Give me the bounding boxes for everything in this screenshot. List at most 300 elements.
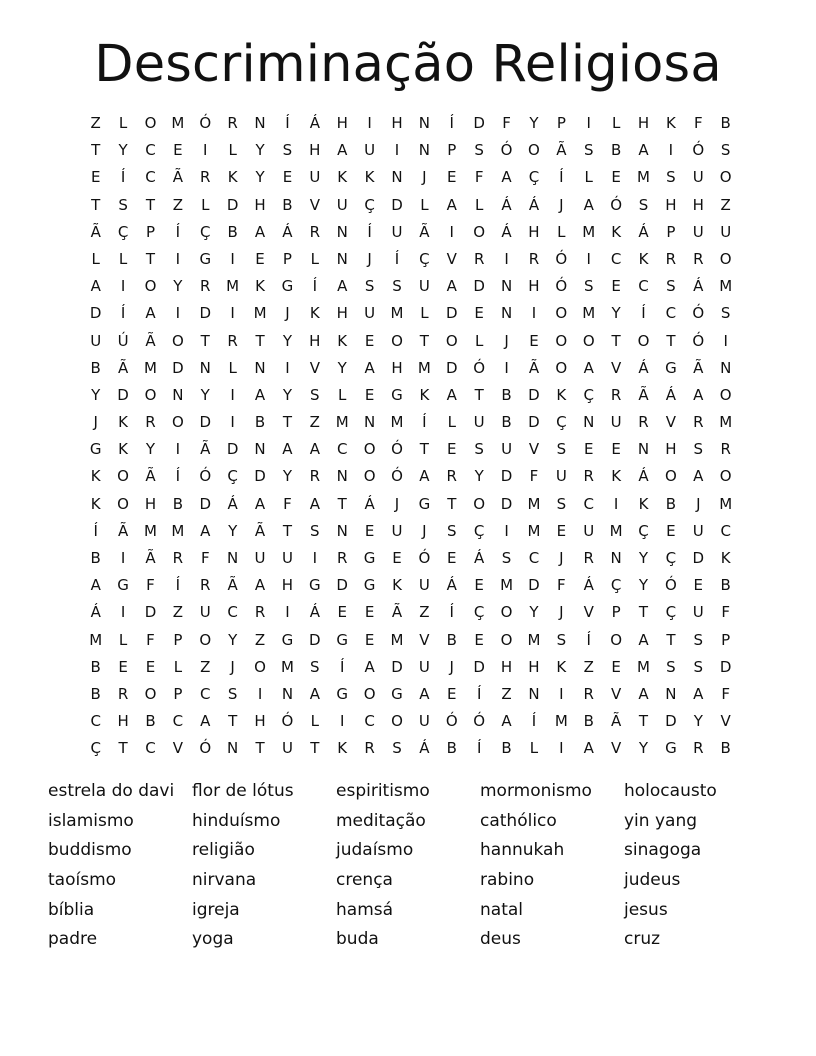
grid-letter: A	[638, 630, 649, 649]
grid-letter: E	[364, 603, 375, 622]
grid-letter: M	[335, 413, 349, 432]
grid-letter: Y	[228, 521, 238, 540]
page-title: Descriminação Religiosa	[94, 35, 722, 94]
grid-letter: Ó	[555, 249, 568, 268]
grid-letter: M	[582, 304, 596, 323]
grid-letter: S	[474, 141, 484, 160]
grid-letter: D	[445, 304, 458, 323]
grid-letter: B	[172, 494, 184, 513]
grid-letter: A	[90, 576, 101, 595]
grid-letter: O	[719, 467, 732, 486]
grid-letter: D	[199, 304, 212, 323]
grid-letter: K	[720, 549, 731, 567]
grid-letter: Y	[255, 168, 265, 187]
grid-letter: P	[173, 684, 183, 703]
grid-letter: B	[90, 549, 101, 567]
grid-letter: Ó	[692, 141, 705, 160]
grid-letter: Ó	[199, 114, 212, 132]
grid-letter: B	[610, 141, 622, 160]
word-list-item: deus	[480, 929, 521, 950]
grid-letter: Ç	[364, 195, 375, 214]
grid-letter: M	[637, 657, 650, 676]
grid-letter: Á	[446, 576, 457, 595]
grid-letter: C	[90, 712, 101, 731]
grid-letter: O	[500, 630, 513, 649]
grid-letter: V	[172, 739, 183, 758]
grid-letter: A	[693, 467, 704, 486]
grid-letter: L	[173, 657, 183, 676]
grid-letter: B	[720, 114, 731, 132]
grid-letter: S	[364, 277, 375, 296]
grid-letter: N	[336, 521, 348, 540]
grid-row	[82, 273, 739, 300]
grid-letter: M	[390, 630, 404, 649]
grid-letter: H	[309, 141, 321, 160]
grid-letter: T	[255, 331, 265, 350]
grid-letter: A	[446, 195, 457, 214]
grid-letter: O	[582, 331, 595, 350]
grid-letter: R	[254, 603, 266, 622]
grid-letter: Z	[720, 195, 731, 214]
grid-letter: E	[611, 657, 621, 676]
word-list-item: jesus	[624, 899, 668, 920]
grid-letter: C	[610, 249, 622, 268]
grid-letter: L	[447, 413, 456, 432]
word-list-item: yoga	[192, 929, 234, 950]
grid-letter: G	[665, 739, 677, 758]
grid-letter: Á	[583, 576, 594, 595]
grid-letter: R	[693, 739, 704, 758]
grid-letter: Ã	[528, 358, 540, 377]
grid-letter: K	[255, 277, 265, 296]
grid-letter: Ç	[610, 576, 622, 595]
grid-letter: Ã	[145, 467, 156, 486]
grid-letter: U	[692, 603, 704, 622]
grid-letter: A	[309, 440, 320, 459]
word-list-item: mormonismo	[480, 781, 592, 801]
grid-letter: Ó	[391, 467, 403, 486]
grid-letter: E	[337, 603, 347, 622]
grid-letter: J	[285, 304, 290, 323]
grid-letter: R	[583, 467, 594, 486]
grid-letter: I	[339, 712, 345, 731]
grid-letter: Ã	[693, 358, 704, 377]
grid-letter: B	[90, 358, 101, 377]
grid-letter: A	[446, 277, 457, 296]
grid-letter: J	[422, 168, 427, 187]
grid-letter: Ó	[473, 358, 486, 377]
grid-letter: H	[336, 114, 348, 132]
grid-letter: O	[473, 222, 486, 241]
grid-letter: A	[501, 168, 512, 187]
grid-letter: E	[447, 549, 457, 567]
grid-letter: O	[144, 684, 157, 703]
grid-letter: N	[500, 304, 513, 323]
grid-letter: Ã	[556, 141, 567, 160]
grid-letter: S	[556, 494, 567, 513]
grid-letter: D	[692, 549, 705, 567]
grid-letter: M	[171, 114, 185, 132]
grid-letter: M	[417, 358, 431, 377]
grid-letter: Ã	[419, 222, 430, 241]
grid-letter: U	[254, 549, 266, 567]
grid-row	[82, 246, 739, 273]
grid-letter: I	[230, 413, 235, 432]
grid-letter: R	[309, 467, 321, 486]
grid-letter: R	[583, 549, 594, 567]
grid-row	[82, 599, 739, 626]
grid-letter: T	[611, 331, 621, 350]
grid-letter: Í	[175, 222, 181, 241]
grid-letter: N	[254, 114, 266, 132]
grid-letter: N	[336, 249, 348, 268]
grid-letter: Ó	[610, 195, 623, 214]
grid-letter: Ó	[664, 576, 677, 595]
grid-letter: C	[200, 684, 211, 703]
grid-letter: Í	[367, 222, 372, 241]
grid-letter: A	[364, 358, 375, 377]
grid-letter: I	[367, 114, 372, 132]
grid-letter: J	[394, 494, 400, 513]
word-list-item: meditação	[336, 810, 426, 831]
grid-letter: Z	[254, 630, 266, 649]
grid-letter: O	[555, 358, 568, 377]
grid-letter: R	[227, 331, 238, 350]
grid-letter: Z	[200, 657, 211, 676]
grid-letter: A	[282, 440, 293, 459]
grid-letter: Z	[90, 114, 101, 132]
grid-letter: S	[638, 195, 649, 214]
grid-letter: B	[720, 739, 731, 758]
grid-letter: V	[528, 440, 540, 459]
grid-row	[82, 735, 739, 762]
grid-letter: R	[446, 467, 457, 486]
grid-row	[82, 409, 739, 436]
grid-letter: O	[117, 467, 129, 486]
grid-letter: Í	[476, 684, 482, 703]
grid-letter: Ç	[90, 739, 101, 758]
grid-letter: N	[363, 413, 376, 432]
grid-letter: Á	[638, 467, 649, 486]
grid-letter: Ó	[692, 331, 705, 350]
grid-letter: D	[144, 603, 157, 622]
grid-letter: B	[720, 576, 731, 595]
grid-letter: O	[144, 277, 157, 296]
grid-letter: Ó	[500, 141, 513, 160]
grid-letter: L	[118, 114, 128, 132]
grid-letter: M	[527, 494, 541, 513]
grid-row	[82, 355, 739, 382]
grid-letter: O	[171, 331, 184, 350]
grid-letter: H	[637, 114, 650, 132]
grid-letter: T	[145, 249, 156, 268]
grid-letter: Y	[529, 114, 539, 132]
grid-letter: Í	[449, 603, 454, 622]
grid-letter: S	[666, 168, 676, 187]
grid-letter: F	[557, 576, 566, 595]
grid-letter: Í	[449, 114, 454, 132]
grid-letter: K	[227, 168, 238, 187]
grid-letter: B	[501, 413, 512, 432]
grid-letter: N	[336, 222, 348, 241]
grid-letter: Z	[501, 684, 512, 703]
grid-letter: H	[391, 114, 403, 132]
grid-letter: C	[336, 440, 348, 459]
grid-letter: E	[529, 331, 539, 350]
grid-letter: O	[117, 494, 129, 513]
grid-letter: V	[720, 712, 731, 731]
grid-letter: P	[282, 249, 292, 268]
grid-letter: Ç	[419, 249, 430, 268]
grid-letter: O	[363, 440, 376, 459]
grid-letter: A	[145, 304, 156, 323]
grid-letter: Ã	[145, 331, 156, 350]
grid-letter: L	[201, 195, 210, 214]
grid-letter: A	[254, 576, 266, 595]
grid-letter: Y	[529, 603, 539, 622]
grid-letter: M	[527, 630, 541, 649]
grid-letter: L	[118, 249, 128, 268]
grid-letter: F	[474, 168, 484, 187]
grid-letter: U	[692, 521, 704, 540]
grid-letter: N	[391, 168, 403, 187]
grid-letter: K	[392, 576, 402, 595]
grid-row	[82, 491, 739, 518]
grid-letter: Í	[476, 739, 482, 758]
grid-letter: A	[364, 657, 375, 676]
grid-letter: M	[253, 304, 267, 323]
grid-row	[82, 518, 739, 545]
grid-letter: D	[500, 494, 513, 513]
grid-letter: J	[504, 331, 509, 350]
grid-letter: S	[583, 277, 594, 296]
grid-letter: U	[501, 440, 513, 459]
word-list-item: bíblia	[48, 899, 95, 920]
grid-letter: U	[418, 277, 430, 296]
grid-letter: Y	[693, 712, 703, 731]
grid-letter: Ó	[199, 467, 212, 486]
grid-letter: A	[254, 222, 266, 241]
word-list-item: judeus	[624, 870, 681, 891]
grid-letter: D	[226, 195, 239, 214]
grid-row	[82, 654, 739, 681]
grid-letter: Ç	[200, 222, 211, 241]
grid-letter: K	[309, 304, 320, 323]
grid-letter: H	[117, 712, 129, 731]
grid-letter: I	[285, 358, 290, 377]
grid-letter: U	[391, 222, 403, 241]
grid-letter: Á	[501, 222, 512, 241]
grid-letter: C	[227, 603, 238, 622]
word-list-item: hannukah	[480, 840, 565, 861]
grid-letter: F	[693, 114, 703, 132]
grid-letter: U	[364, 141, 376, 160]
grid-letter: S	[310, 385, 320, 404]
grid-letter: A	[90, 277, 101, 296]
grid-letter: F	[529, 467, 539, 486]
word-list	[48, 778, 768, 956]
grid-letter: Ã	[610, 712, 622, 731]
grid-letter: Á	[309, 114, 320, 132]
grid-letter: S	[282, 141, 293, 160]
grid-letter: V	[583, 603, 594, 622]
grid-letter: L	[474, 195, 484, 214]
grid-letter: Ó	[473, 712, 486, 731]
grid-letter: U	[692, 222, 704, 241]
grid-letter: T	[638, 712, 649, 731]
grid-letter: Á	[501, 195, 512, 214]
word-list-item: sinagoga	[624, 840, 702, 861]
grid-letter: Á	[227, 494, 238, 513]
grid-letter: K	[118, 440, 128, 459]
grid-letter: T	[666, 630, 676, 649]
grid-letter: G	[391, 385, 403, 404]
grid-letter: V	[309, 358, 320, 377]
grid-letter: D	[199, 494, 212, 513]
grid-letter: N	[254, 358, 266, 377]
grid-letter: V	[309, 195, 320, 214]
grid-letter: E	[255, 249, 265, 268]
grid-letter: N	[528, 684, 540, 703]
grid-letter: A	[309, 684, 320, 703]
grid-letter: N	[637, 440, 650, 459]
grid-letter: I	[504, 249, 509, 268]
grid-letter: I	[230, 249, 235, 268]
grid-letter: M	[582, 222, 596, 241]
grid-letter: O	[500, 603, 513, 622]
grid-letter: I	[559, 684, 564, 703]
grid-letter: V	[610, 739, 622, 758]
grid-letter: Í	[339, 657, 345, 676]
grid-letter: D	[473, 277, 485, 296]
grid-letter: N	[418, 114, 430, 132]
grid-letter: R	[364, 739, 375, 758]
grid-letter: I	[175, 304, 181, 323]
grid-letter: Í	[175, 467, 181, 486]
grid-letter: G	[281, 277, 294, 296]
grid-letter: U	[418, 712, 430, 731]
grid-letter: S	[392, 277, 402, 296]
grid-letter: A	[337, 141, 348, 160]
grid-letter: E	[447, 168, 457, 187]
grid-letter: U	[281, 549, 293, 567]
grid-letter: E	[611, 168, 621, 187]
word-list-item: islamismo	[48, 810, 134, 831]
grid-letter: L	[228, 358, 237, 377]
grid-letter: P	[447, 141, 457, 160]
grid-letter: Y	[228, 630, 238, 649]
grid-letter: G	[336, 684, 349, 703]
grid-letter: J	[230, 657, 235, 676]
grid-letter: H	[528, 657, 540, 676]
grid-letter: R	[528, 249, 540, 268]
grid-letter: C	[364, 712, 375, 731]
grid-letter: S	[583, 141, 594, 160]
grid-letter: T	[200, 331, 210, 350]
grid-letter: L	[118, 630, 128, 649]
grid-letter: J	[422, 521, 427, 540]
grid-letter: O	[391, 331, 403, 350]
grid-letter: V	[610, 684, 622, 703]
grid-letter: M	[609, 521, 623, 540]
grid-letter: N	[227, 549, 239, 567]
grid-letter: T	[447, 494, 457, 513]
word-list-item: hamsá	[336, 899, 394, 920]
grid-letter: Ã	[117, 358, 129, 377]
grid-letter: P	[556, 114, 566, 132]
word-list-item: cathólico	[480, 810, 557, 831]
grid-letter: Ã	[391, 603, 403, 622]
grid-letter: M	[527, 521, 541, 540]
grid-row	[82, 572, 739, 599]
grid-letter: H	[528, 277, 540, 296]
grid-letter: B	[90, 684, 101, 703]
grid-letter: E	[474, 304, 484, 323]
grid-letter: J	[367, 249, 372, 268]
grid-letter: Ã	[145, 549, 156, 567]
grid-letter: C	[720, 521, 731, 540]
grid-letter: M	[719, 277, 733, 296]
grid-letter: A	[419, 684, 430, 703]
grid-letter: R	[145, 413, 156, 432]
grid-letter: A	[419, 467, 430, 486]
grid-letter: F	[146, 576, 155, 595]
grid-letter: D	[445, 358, 458, 377]
grid-letter: V	[665, 413, 677, 432]
grid-letter: M	[280, 657, 294, 676]
grid-letter: H	[254, 195, 266, 214]
grid-letter: M	[89, 630, 103, 649]
grid-letter: D	[473, 657, 485, 676]
grid-row	[82, 627, 739, 654]
grid-letter: R	[693, 249, 704, 268]
grid-letter: O	[719, 249, 732, 268]
grid-letter: A	[254, 494, 266, 513]
grid-letter: A	[693, 385, 704, 404]
grid-letter: D	[528, 385, 540, 404]
grid-letter: Á	[419, 739, 430, 758]
grid-letter: G	[418, 494, 431, 513]
grid-letter: Ó	[391, 440, 403, 459]
grid-letter: Í	[641, 304, 646, 323]
grid-letter: Ç	[665, 549, 677, 567]
grid-letter: K	[118, 413, 128, 432]
grid-letter: M	[390, 413, 404, 432]
grid-letter: M	[226, 277, 240, 296]
grid-letter: E	[447, 684, 457, 703]
grid-row	[82, 164, 739, 191]
grid-letter: Ã	[200, 440, 211, 459]
grid-letter: E	[364, 630, 375, 649]
grid-letter: Y	[118, 141, 128, 160]
grid-letter: A	[446, 385, 457, 404]
grid-letter: E	[474, 576, 484, 595]
grid-letter: E	[583, 440, 594, 459]
grid-letter: J	[559, 549, 564, 567]
grid-letter: M	[719, 494, 733, 513]
grid-letter: N	[199, 358, 211, 377]
grid-row	[82, 110, 739, 137]
grid-letter: I	[312, 549, 318, 567]
grid-letter: V	[419, 630, 430, 649]
grid-letter: O	[719, 168, 732, 187]
grid-letter: R	[200, 277, 211, 296]
grid-letter: F	[283, 494, 292, 513]
grid-letter: S	[474, 440, 484, 459]
grid-letter: H	[665, 195, 677, 214]
grid-letter: N	[720, 358, 732, 377]
grid-letter: E	[282, 168, 293, 187]
